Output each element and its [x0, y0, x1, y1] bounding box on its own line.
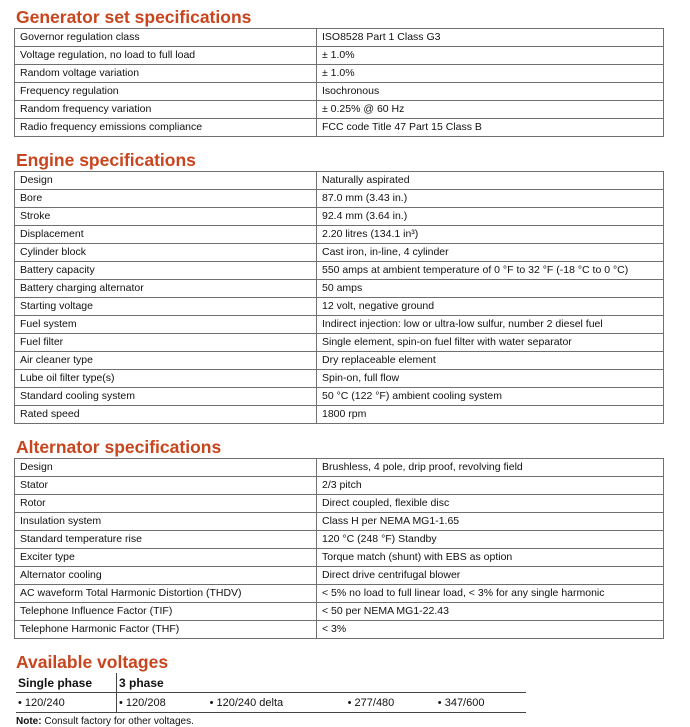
generator-row [15, 83, 664, 101]
spec-value: 550 amps at ambient temperature of 0 °F to 32 °F (-18 °C to 0 °C) [317, 262, 664, 280]
spec-label: Random frequency variation [15, 101, 317, 119]
spec-value: Class H per NEMA MG1-1.65 [317, 513, 664, 531]
spec-label: Telephone Influence Factor (TIF) [15, 603, 317, 621]
three-phase-voltage: • 277/480 [346, 693, 436, 713]
spec-label: Design [15, 459, 317, 477]
engine-row [15, 406, 664, 424]
spec-value: Torque match (shunt) with EBS as option [317, 549, 664, 567]
generator-spec-table [14, 28, 664, 137]
generator-row [15, 29, 664, 47]
spec-value: Direct drive centrifugal blower [317, 567, 664, 585]
spec-label: AC waveform Total Harmonic Distortion (THDV) [15, 585, 317, 603]
engine-row [15, 208, 664, 226]
spec-label: Air cleaner type [15, 352, 317, 370]
spec-label: Exciter type [15, 549, 317, 567]
spec-label: Fuel system [15, 316, 317, 334]
generator-row [15, 65, 664, 83]
alternator-row [15, 477, 664, 495]
spec-label: Bore [15, 190, 317, 208]
spec-label: Rated speed [15, 406, 317, 424]
three-phase-voltage: • 120/208 [117, 693, 208, 713]
spec-value: ± 1.0% [317, 47, 664, 65]
spec-value: < 3% [317, 621, 664, 639]
single-phase-voltage: • 120/240 [16, 693, 117, 713]
spec-value: 2.20 litres (134.1 in³) [317, 226, 664, 244]
spec-label: Displacement [15, 226, 317, 244]
spec-label: Cylinder block [15, 244, 317, 262]
alternator-row [15, 567, 664, 585]
spec-value: ± 0.25% @ 60 Hz [317, 101, 664, 119]
generator-row [15, 119, 664, 137]
engine-spec-table [14, 171, 664, 424]
spec-label: Frequency regulation [15, 83, 317, 101]
three-phase-voltage: • 120/240 delta [208, 693, 346, 713]
alternator-row [15, 549, 664, 567]
alternator-row [15, 603, 664, 621]
spec-value: Brushless, 4 pole, drip proof, revolving field [317, 459, 664, 477]
spec-sheet [12, 6, 664, 727]
spec-value: < 50 per NEMA MG1-22.43 [317, 603, 664, 621]
spec-label: Battery capacity [15, 262, 317, 280]
alternator-spec-table [14, 458, 664, 639]
spec-value: Dry replaceable element [317, 352, 664, 370]
spec-label: Telephone Harmonic Factor (THF) [15, 621, 317, 639]
spec-value: Indirect injection: low or ultra-low sulfur, number 2 diesel fuel [317, 316, 664, 334]
engine-row [15, 334, 664, 352]
engine-row [15, 280, 664, 298]
spec-label: Stator [15, 477, 317, 495]
spec-value: Cast iron, in-line, 4 cylinder [317, 244, 664, 262]
spec-value: 92.4 mm (3.64 in.) [317, 208, 664, 226]
spec-value: FCC code Title 47 Part 15 Class B [317, 119, 664, 137]
spec-label: Stroke [15, 208, 317, 226]
spec-label: Insulation system [15, 513, 317, 531]
spec-value: 2/3 pitch [317, 477, 664, 495]
spec-label: Design [15, 172, 317, 190]
spec-value: 50 °C (122 °F) ambient cooling system [317, 388, 664, 406]
voltages-table [16, 673, 526, 713]
spec-label: Rotor [15, 495, 317, 513]
alternator-row [15, 585, 664, 603]
three-phase-header: 3 phase [117, 673, 527, 693]
engine-row [15, 388, 664, 406]
alternator-row [15, 513, 664, 531]
spec-label: Alternator cooling [15, 567, 317, 585]
spec-value: ± 1.0% [317, 65, 664, 83]
engine-row [15, 244, 664, 262]
alternator-section-title: Alternator specifications [16, 437, 222, 457]
spec-value: 87.0 mm (3.43 in.) [317, 190, 664, 208]
engine-row [15, 298, 664, 316]
spec-label: Standard temperature rise [15, 531, 317, 549]
spec-label: Governor regulation class [15, 29, 317, 47]
spec-value: ISO8528 Part 1 Class G3 [317, 29, 664, 47]
spec-value: 12 volt, negative ground [317, 298, 664, 316]
spec-value: Direct coupled, flexible disc [317, 495, 664, 513]
engine-section-title: Engine specifications [16, 150, 196, 170]
spec-value: Isochronous [317, 83, 664, 101]
spec-label: Voltage regulation, no load to full load [15, 47, 317, 65]
spec-value: Naturally aspirated [317, 172, 664, 190]
spec-value: Spin-on, full flow [317, 370, 664, 388]
voltages-note: Note: Consult factory for other voltages. [16, 716, 194, 727]
engine-row [15, 352, 664, 370]
engine-row [15, 190, 664, 208]
generator-row [15, 47, 664, 65]
generator-section-title: Generator set specifications [16, 7, 252, 27]
engine-row [15, 262, 664, 280]
voltages-section-title: Available voltages [16, 652, 169, 672]
generator-row [15, 101, 664, 119]
engine-row [15, 316, 664, 334]
spec-label: Standard cooling system [15, 388, 317, 406]
spec-label: Radio frequency emissions compliance [15, 119, 317, 137]
single-phase-header: Single phase [16, 673, 117, 693]
spec-label: Starting voltage [15, 298, 317, 316]
three-phase-voltage: • 347/600 [436, 693, 526, 713]
spec-value: 1800 rpm [317, 406, 664, 424]
spec-label: Fuel filter [15, 334, 317, 352]
engine-row [15, 370, 664, 388]
spec-label: Battery charging alternator [15, 280, 317, 298]
spec-value: Single element, spin-on fuel filter with water separator [317, 334, 664, 352]
alternator-row [15, 621, 664, 639]
spec-value: < 5% no load to full linear load, < 3% for any single harmonic [317, 585, 664, 603]
spec-value: 120 °C (248 °F) Standby [317, 531, 664, 549]
spec-label: Random voltage variation [15, 65, 317, 83]
engine-row [15, 226, 664, 244]
alternator-row [15, 459, 664, 477]
spec-value: 50 amps [317, 280, 664, 298]
alternator-row [15, 495, 664, 513]
engine-row [15, 172, 664, 190]
spec-label: Lube oil filter type(s) [15, 370, 317, 388]
alternator-row [15, 531, 664, 549]
